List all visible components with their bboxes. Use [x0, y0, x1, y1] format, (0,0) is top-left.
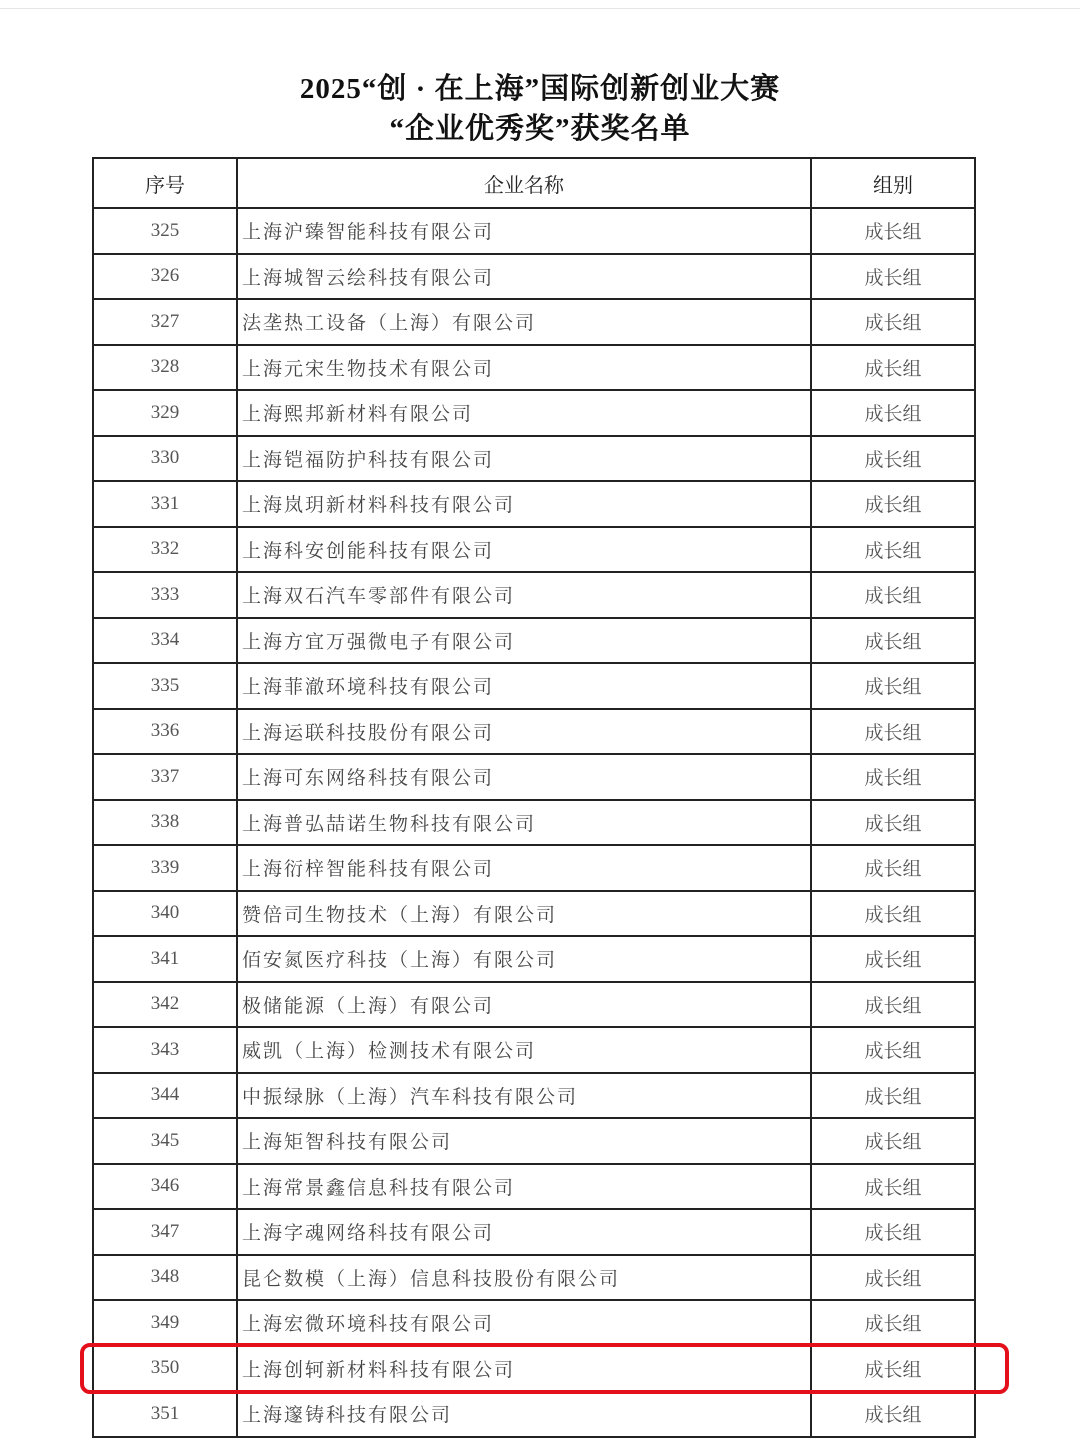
group-name: 成长组 — [811, 436, 975, 482]
group-name: 成长组 — [811, 845, 975, 891]
company-name: 佰安氮医疗科技（上海）有限公司 — [237, 936, 811, 982]
company-name: 上海普弘喆诺生物科技有限公司 — [237, 800, 811, 846]
company-name: 上海铠福防护科技有限公司 — [237, 436, 811, 482]
group-name: 成长组 — [811, 663, 975, 709]
row-number: 342 — [93, 982, 237, 1028]
group-name: 成长组 — [811, 1300, 975, 1346]
group-name: 成长组 — [811, 1209, 975, 1255]
company-name: 上海菲澈环境科技有限公司 — [237, 663, 811, 709]
group-name: 成长组 — [811, 1346, 975, 1392]
table-row — [93, 527, 975, 573]
group-name: 成长组 — [811, 1164, 975, 1210]
company-name: 上海衍梓智能科技有限公司 — [237, 845, 811, 891]
table-row — [93, 1164, 975, 1210]
table-row — [93, 481, 975, 527]
row-number: 345 — [93, 1118, 237, 1164]
award-list-table — [92, 157, 976, 1438]
company-name: 上海可东网络科技有限公司 — [237, 754, 811, 800]
table-row — [93, 663, 975, 709]
table-row — [93, 436, 975, 482]
row-number: 326 — [93, 254, 237, 300]
top-divider — [0, 8, 1080, 9]
group-name: 成长组 — [811, 1073, 975, 1119]
company-name: 上海宏微环境科技有限公司 — [237, 1300, 811, 1346]
company-name: 上海沪臻智能科技有限公司 — [237, 208, 811, 254]
company-name: 上海熙邦新材料有限公司 — [237, 390, 811, 436]
group-name: 成长组 — [811, 891, 975, 937]
row-number: 349 — [93, 1300, 237, 1346]
document-subtitle: “企业优秀奖”获奖名单 — [389, 113, 691, 145]
row-number: 341 — [93, 936, 237, 982]
company-name: 上海常景鑫信息科技有限公司 — [237, 1164, 811, 1210]
row-number: 346 — [93, 1164, 237, 1210]
group-name: 成长组 — [811, 390, 975, 436]
company-name: 上海科安创能科技有限公司 — [237, 527, 811, 573]
table-row — [93, 254, 975, 300]
table-row — [93, 390, 975, 436]
group-name: 成长组 — [811, 1027, 975, 1073]
row-number: 335 — [93, 663, 237, 709]
table-row — [93, 1118, 975, 1164]
company-name: 昆仑数模（上海）信息科技股份有限公司 — [237, 1255, 811, 1301]
table-row — [93, 1209, 975, 1255]
group-name: 成长组 — [811, 754, 975, 800]
table-header-row — [93, 158, 975, 208]
row-number: 336 — [93, 709, 237, 755]
company-name: 极储能源（上海）有限公司 — [237, 982, 811, 1028]
group-name: 成长组 — [811, 618, 975, 664]
row-number: 344 — [93, 1073, 237, 1119]
company-name: 上海字魂网络科技有限公司 — [237, 1209, 811, 1255]
row-number: 329 — [93, 390, 237, 436]
row-number: 334 — [93, 618, 237, 664]
row-number: 325 — [93, 208, 237, 254]
company-name: 上海城智云绘科技有限公司 — [237, 254, 811, 300]
table-row — [93, 1255, 975, 1301]
group-name: 成长组 — [811, 572, 975, 618]
table-row — [93, 845, 975, 891]
table-row — [93, 345, 975, 391]
group-name: 成长组 — [811, 527, 975, 573]
table-row — [93, 1073, 975, 1119]
table-row — [93, 572, 975, 618]
row-number: 333 — [93, 572, 237, 618]
row-number: 347 — [93, 1209, 237, 1255]
row-number: 328 — [93, 345, 237, 391]
row-number: 330 — [93, 436, 237, 482]
table-row — [93, 1300, 975, 1346]
row-number: 327 — [93, 299, 237, 345]
header-number: 序号 — [93, 158, 237, 208]
group-name: 成长组 — [811, 709, 975, 755]
group-name: 成长组 — [811, 1255, 975, 1301]
group-name: 成长组 — [811, 1391, 975, 1437]
row-number: 338 — [93, 800, 237, 846]
row-number: 331 — [93, 481, 237, 527]
table-row — [93, 299, 975, 345]
company-name: 上海方宜万强微电子有限公司 — [237, 618, 811, 664]
row-number: 343 — [93, 1027, 237, 1073]
company-name: 赞倍司生物技术（上海）有限公司 — [237, 891, 811, 937]
company-name: 上海元宋生物技术有限公司 — [237, 345, 811, 391]
company-name: 威凯（上海）检测技术有限公司 — [237, 1027, 811, 1073]
group-name: 成长组 — [811, 481, 975, 527]
group-name: 成长组 — [811, 345, 975, 391]
table-row — [93, 936, 975, 982]
table-row — [93, 891, 975, 937]
header-company-name: 企业名称 — [237, 158, 811, 208]
table-row — [93, 800, 975, 846]
row-number: 340 — [93, 891, 237, 937]
group-name: 成长组 — [811, 800, 975, 846]
row-number: 332 — [93, 527, 237, 573]
company-name: 上海运联科技股份有限公司 — [237, 709, 811, 755]
row-number: 339 — [93, 845, 237, 891]
group-name: 成长组 — [811, 254, 975, 300]
company-name: 上海岚玥新材料科技有限公司 — [237, 481, 811, 527]
table-row — [93, 1391, 975, 1437]
company-name: 法垄热工设备（上海）有限公司 — [237, 299, 811, 345]
table-row — [93, 208, 975, 254]
group-name: 成长组 — [811, 1118, 975, 1164]
group-name: 成长组 — [811, 936, 975, 982]
group-name: 成长组 — [811, 982, 975, 1028]
company-name: 上海矩智科技有限公司 — [237, 1118, 811, 1164]
company-name: 中振绿脉（上海）汽车科技有限公司 — [237, 1073, 811, 1119]
table-row — [93, 982, 975, 1028]
table-row — [93, 618, 975, 664]
row-number: 351 — [93, 1391, 237, 1437]
table-row — [93, 1346, 975, 1392]
company-name: 上海邃铸科技有限公司 — [237, 1391, 811, 1437]
document-title: 2025“创 · 在上海”国际创新创业大赛 — [299, 73, 781, 105]
table-row — [93, 1027, 975, 1073]
group-name: 成长组 — [811, 208, 975, 254]
row-number: 348 — [93, 1255, 237, 1301]
header-group: 组别 — [811, 158, 975, 208]
table-row — [93, 754, 975, 800]
group-name: 成长组 — [811, 299, 975, 345]
row-number: 337 — [93, 754, 237, 800]
row-number: 350 — [93, 1346, 237, 1392]
company-name: 上海创轲新材料科技有限公司 — [237, 1346, 811, 1392]
table-row — [93, 709, 975, 755]
company-name: 上海双石汽车零部件有限公司 — [237, 572, 811, 618]
